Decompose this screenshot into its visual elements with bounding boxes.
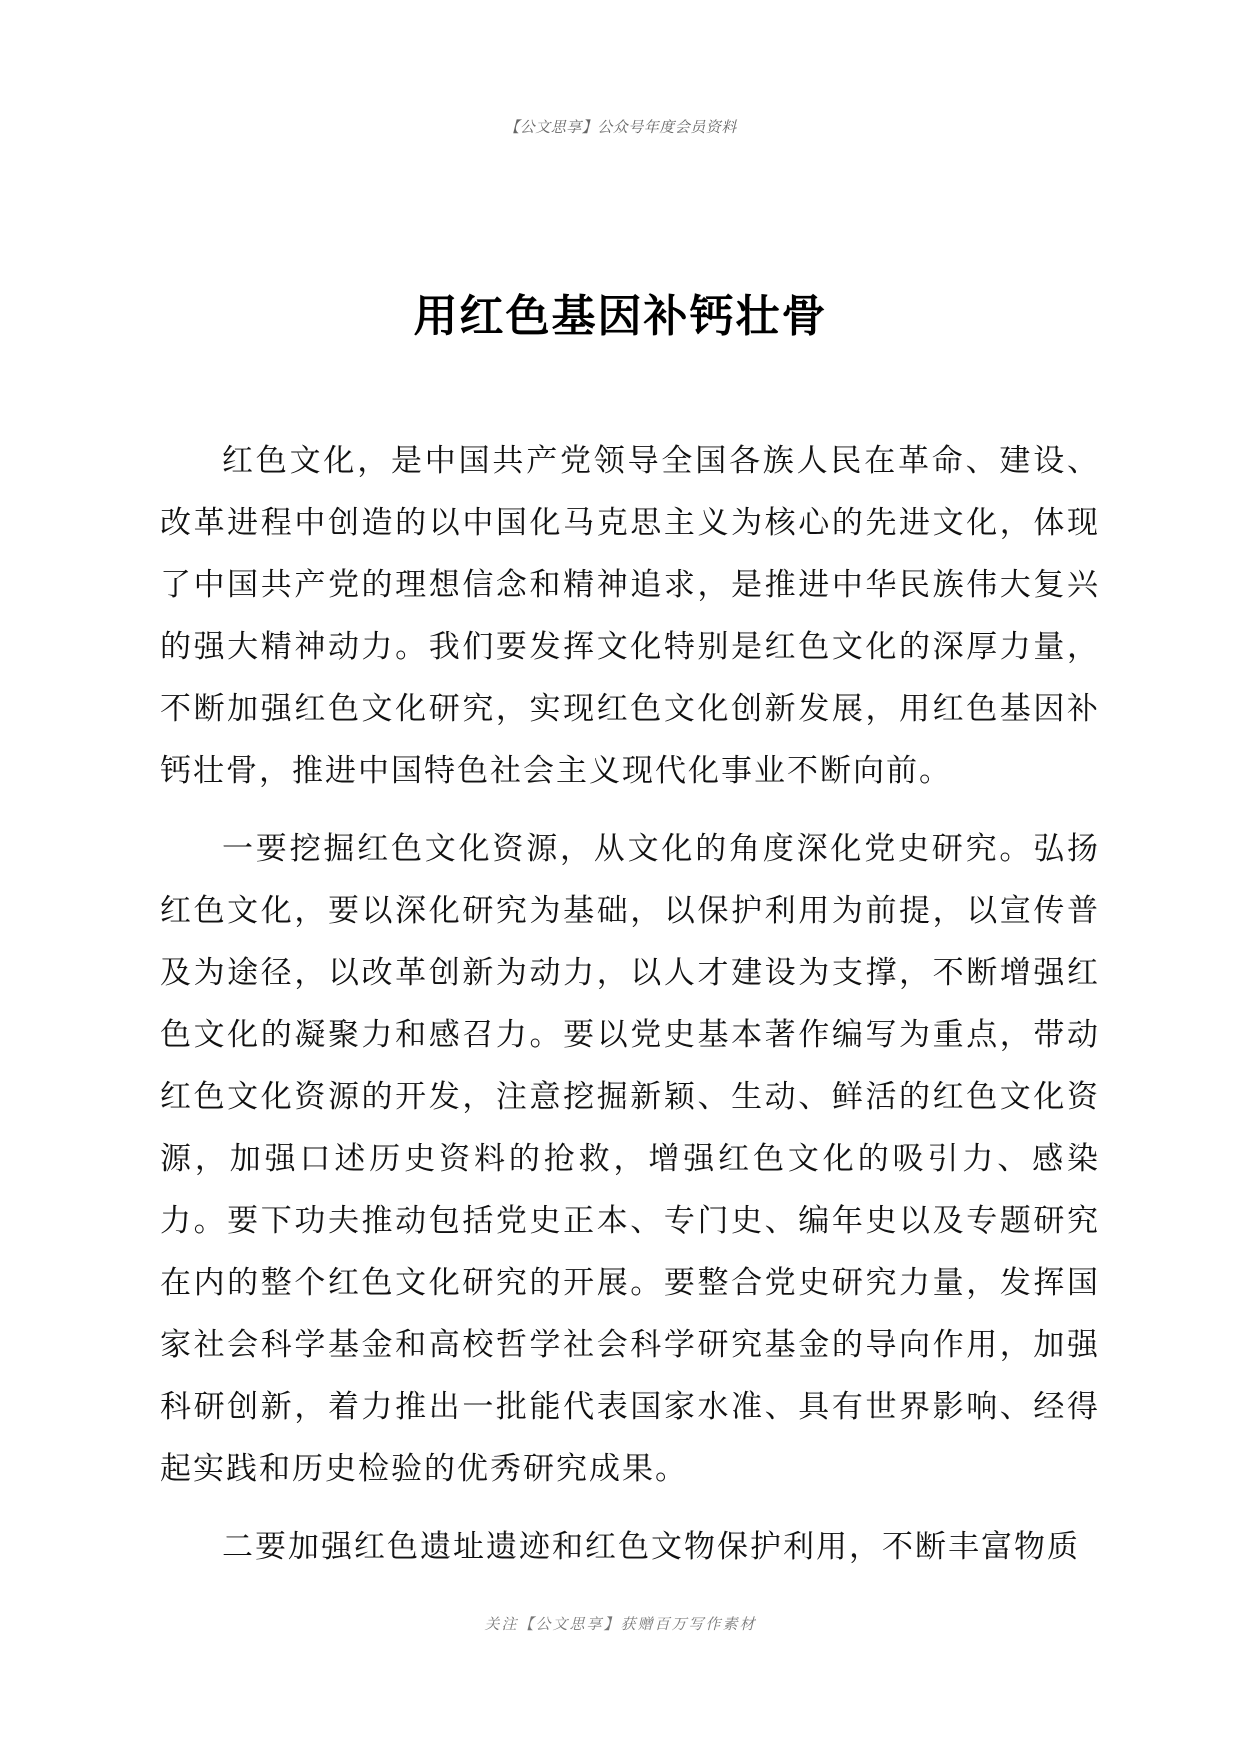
page-footer: 关注【公文思享】获赠百万写作素材: [484, 1615, 757, 1633]
paragraph-intro: 红色文化，是中国共产党领导全国各族人民在革命、建设、改革进程中创造的以中国化马克思主义为核心的先进文化，体现了中国共产党的理想信念和精神追求，是推进中华民族伟大复兴的强大精神动力。我们要发挥文化特别是红色文化的深厚力量，不断加强红色文化研究，实现红色文化创新发展，用红色基因补钙壮骨，推进中国特色社会主义现代化事业不断向前。: [160, 443, 1100, 789]
document-body: [160, 430, 1100, 1594]
paragraph-point-one: 一要挖掘红色文化资源，从文化的角度深化党史研究。弘扬红色文化，要以深化研究为基础，以保护利用为前提，以宣传普及为途径，以改革创新为动力，以人才建设为支撑，不断增强红色文化的凝聚力和感召力。要以党史基本著作编写为重点，带动红色文化资源的开发，注意挖掘新颖、生动、鲜活的红色文化资源，加强口述历史资料的抢救，增强红色文化的吸引力、感染力。要下功夫推动包括党史正本、专门史、编年史以及专题研究在内的整个红色文化研究的开展。要整合党史研究力量，发挥国家社会科学基金和高校哲学社会科学研究基金的导向作用，加强科研创新，着力推出一批能代表国家水准、具有世界影响、经得起实践和历史检验的优秀研究成果。: [160, 831, 1100, 1487]
document-title: 用红色基因补钙壮骨: [413, 291, 828, 342]
page-header: 【公文思享】公众号年度会员资料: [504, 118, 737, 136]
paragraph-point-two: 二要加强红色遗址遗迹和红色文物保护利用，不断丰富物质: [222, 1529, 1080, 1565]
